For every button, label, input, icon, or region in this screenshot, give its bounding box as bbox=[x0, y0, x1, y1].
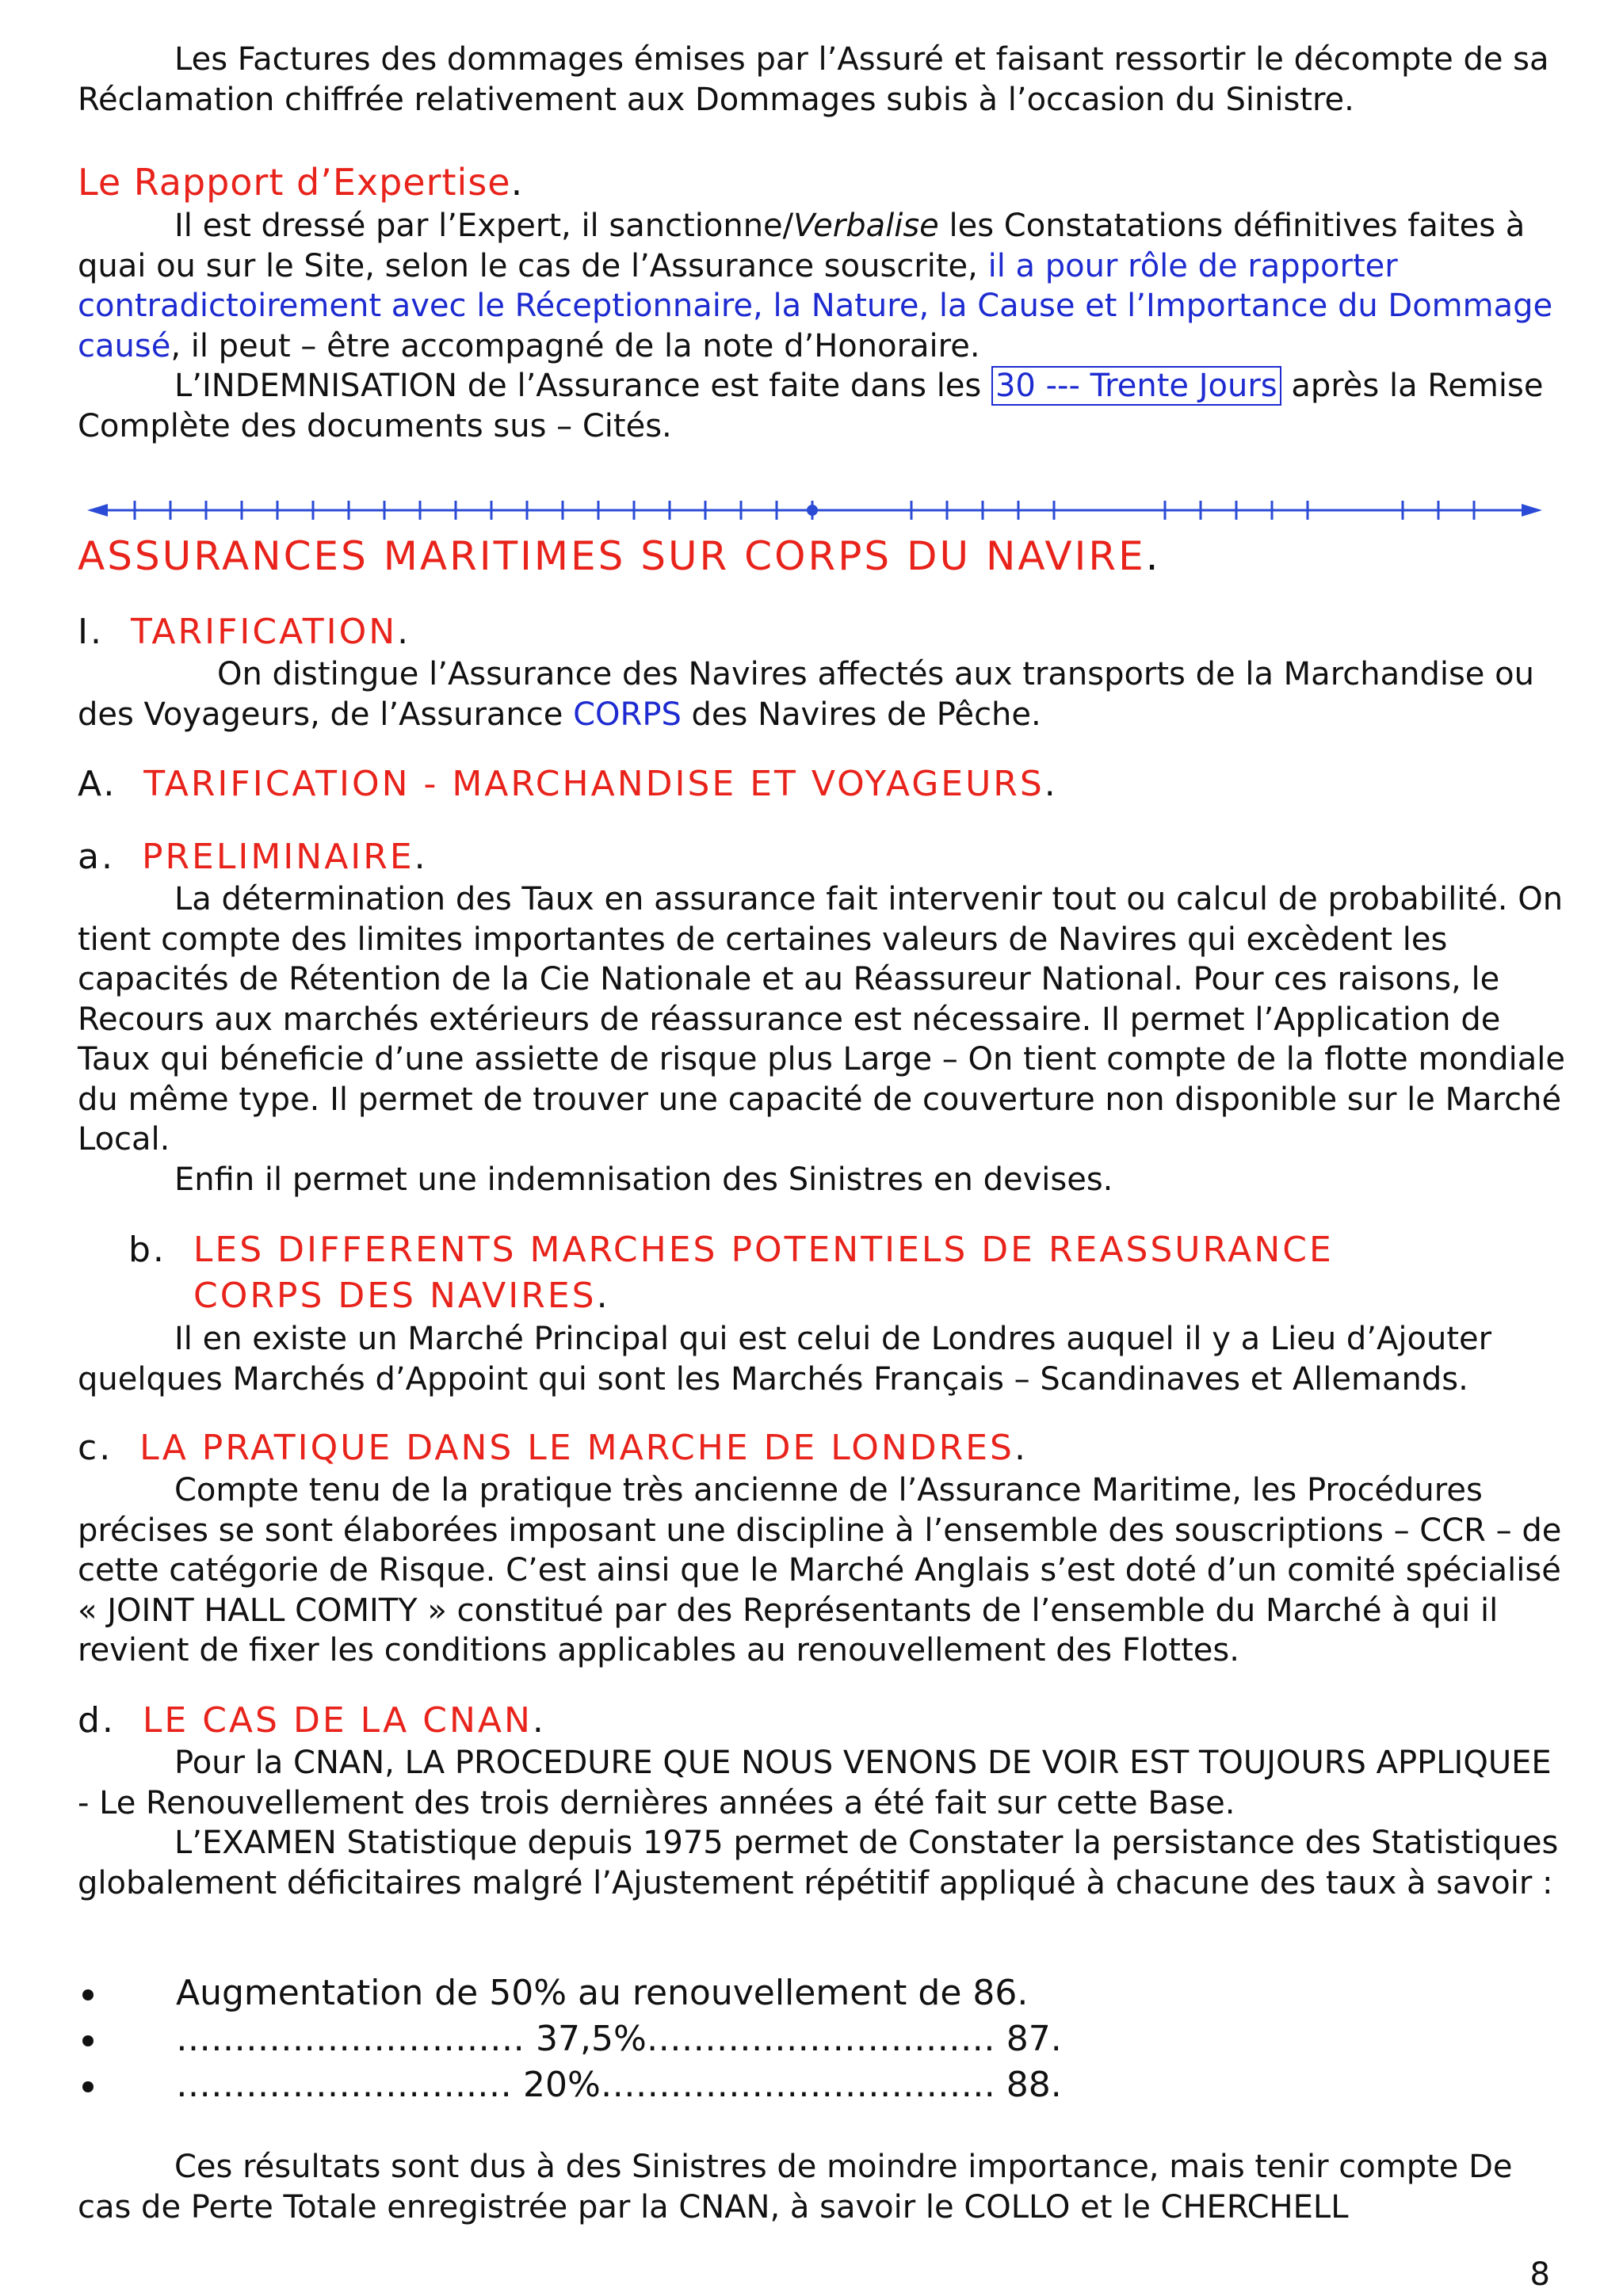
bullet-icon bbox=[82, 2035, 94, 2046]
paragraph-indemnisation: L’INDEMNISATION de l’Assurance est faite dans les 30 --- Trente Jours après la Remise Complète des documents sus – Cités. bbox=[78, 368, 1544, 444]
heading-preliminaire: a. PRELIMINAIRE. bbox=[78, 837, 428, 877]
paragraph-indemnisation-devises: Enfin il permet une indemnisation des Sinistres en devises. bbox=[174, 1161, 1113, 1198]
section-divider-rule bbox=[87, 493, 1542, 528]
heading-tarification: I. TARIFICATION. bbox=[78, 612, 411, 652]
bullet-icon bbox=[82, 1989, 94, 2000]
paragraph-factures: Les Factures des dommages émises par l’Assuré et faisant ressortir le décompte de sa Réclamation chiffrée relativement aux Dommages subis à l’occasion du Sinistre. bbox=[78, 41, 1549, 118]
heading-pratique-londres: c. LA PRATIQUE DANS LE MARCHE DE LONDRES. bbox=[78, 1428, 1028, 1468]
list-item: ……………………..… 20%……………………………. 88. bbox=[78, 2062, 1568, 2108]
heading-marches-potentiels: b. LES DIFFERENTS MARCHES POTENTIELS DE REASSURANCE bbox=[128, 1230, 1334, 1270]
paragraph-examen-statistique: L’EXAMEN Statistique depuis 1975 permet de Constater la persistance des Statistiques globalement déficitaires malgré l’Ajustement répétitif appliqué à chacune des taux à savoir : bbox=[78, 1825, 1559, 1901]
heading-marchandise-voyageurs: A. TARIFICATION - MARCHANDISE ET VOYAGEURS. bbox=[78, 764, 1058, 804]
paragraph-marches: Il en existe un Marché Principal qui est celui de Londres auquel il y a Lieu d’Ajouter quelques Marchés d’Appoint qui sont les Marchés Français – Scandinaves et Allemands. bbox=[78, 1321, 1492, 1398]
paragraph-tarification: On distingue l’Assurance des Navires affectés aux transports de la Marchandise ou des Voyageurs, de l’Assurance CORPS des Navires de Pêche. bbox=[78, 656, 1534, 733]
list-item: ………………………… 37,5%………………………… 87. bbox=[78, 2016, 1568, 2062]
paragraph-rapport: Il est dressé par l’Expert, il sanctionne/Verbalise les Constatations définitives faites à quai ou sur le Site, selon le cas de l’Assurance souscrite, il a pour rôle de rapporter contradictoirement avec le Réceptionnaire, la Nature, la Cause et l’Importance du Dommage causé, il peut – être accompagné de la note d’Honoraire. bbox=[78, 208, 1553, 364]
heading-cas-cnan: d. LE CAS DE LA CNAN. bbox=[78, 1700, 546, 1741]
heading-marches-potentiels-line2: CORPS DES NAVIRES. bbox=[193, 1276, 610, 1316]
list-item: Augmentation de 50% au renouvellement de 86. bbox=[78, 1970, 1568, 2016]
paragraph-pratique: Compte tenu de la pratique très ancienne de l’Assurance Maritime, les Procédures précises se sont élaborées imposant une discipline à l’ensemble des souscriptions – CCR – de cette catégorie de Risque. C’est ainsi que le Marché Anglais s’est doté d’un comité spécialisé « JOINT HALL COMITY » constitué par des Représentants de l’ensemble du Marché à qui il revient de fixer les conditions applicables au renouvellement des Flottes. bbox=[78, 1472, 1562, 1669]
bullet-list-taux bbox=[78, 1970, 1568, 2108]
heading-rapport-expertise: Le Rapport d’Expertise. bbox=[78, 161, 524, 204]
thirty-days-box: 30 --- Trente Jours bbox=[991, 366, 1281, 406]
bullet-icon bbox=[82, 2081, 94, 2092]
page-number: 8 bbox=[1529, 2256, 1550, 2293]
paragraph-resultats: Ces résultats sont dus à des Sinistres de moindre importance, mais tenir compte De cas de Perte Totale enregistrée par la CNAN, à savoir le COLLO et le CHERCHELL bbox=[78, 2149, 1513, 2225]
main-heading: ASSURANCES MARITIMES SUR CORPS DU NAVIRE. bbox=[78, 533, 1161, 579]
paragraph-cnan-procedure: Pour la CNAN, LA PROCEDURE QUE NOUS VENONS DE VOIR EST TOUJOURS APPLIQUEE - Le Renouvellement des trois dernières années a été fait sur cette Base. bbox=[78, 1745, 1552, 1821]
paragraph-preliminaire: La détermination des Taux en assurance fait intervenir tout ou calcul de probabilité. On tient compte des limites importantes de certaines valeurs de Navires qui excèdent les capacités de Rétention de la Cie Nationale et au Réassureur National. Pour ces raisons, le Recours aux marchés extérieurs de réassurance est nécessaire. Il permet l’Application de Taux qui béneficie d’une assiette de risque plus Large – On tient compte de la flotte mondiale du même type. Il permet de trouver une capacité de couverture non disponible sur le Marché Local. bbox=[78, 881, 1565, 1158]
